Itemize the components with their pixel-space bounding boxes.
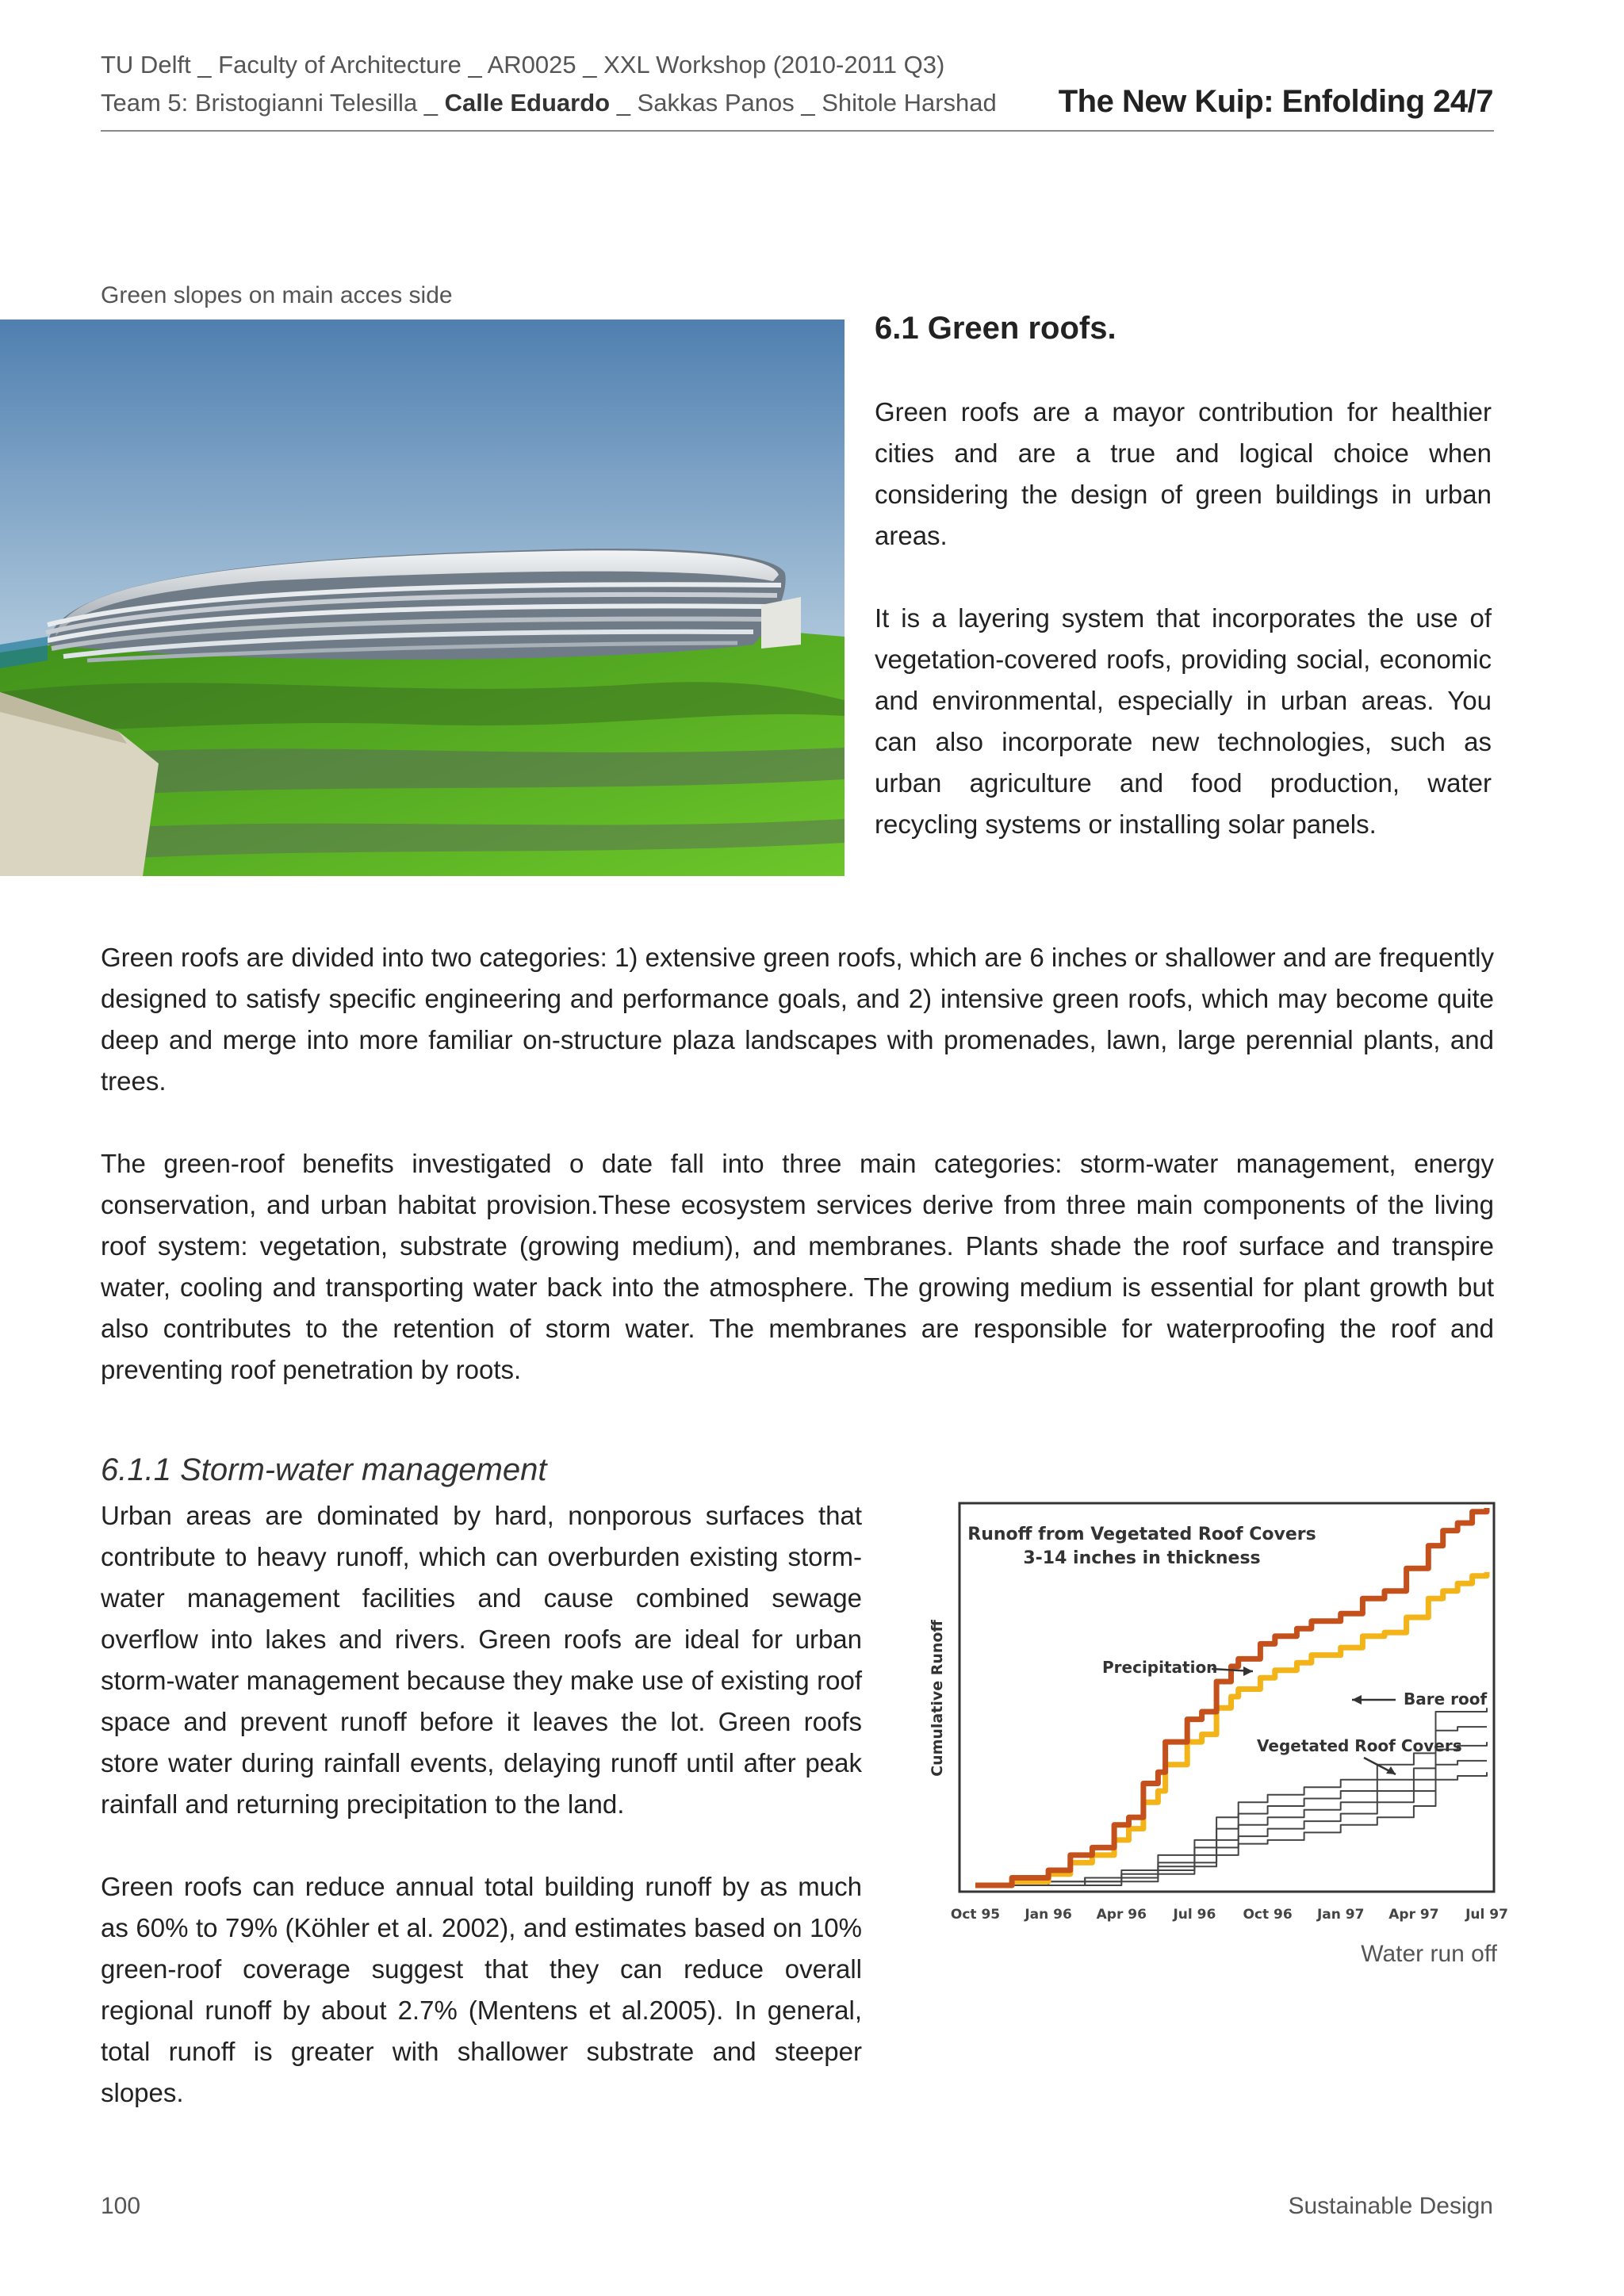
footer-section-name: Sustainable Design [1288, 2193, 1493, 2219]
benefits-paragraph: The green-roof benefits investigated o date fall into three main categories: storm-water management, energy conservation, and urban habitat provision.These ecosystem services derive from three main components of the living roof system: vegetation, substrate (growing medium), and membranes. Plants shade the roof surface and transpire water, cooling and transporting water back into the atmosphere. The growing medium is essential for plant growth but also contributes to the retention of storm water. The membranes are responsible for waterproofing the roof and preventing roof penetration by roots. [101, 1149, 1494, 1384]
team-label: Team 5: Bristogianni Telesilla _ [101, 89, 445, 117]
chart-title: Runoff from Vegetated Roof Covers [967, 1525, 1316, 1544]
x-tick-label: Apr 97 [1388, 1907, 1439, 1923]
storm-water-paragraph-1: Urban areas are dominated by hard, nonporous surfaces that contribute to heavy runoff, which can overburden existing storm-water management facilities and cause combined sewage overflow into lakes and rivers. Green roofs are ideal for urban storm-water management because they make use of existing roof space and prevent runoff before it leaves the lot. Green roofs store water during rainfall events, delaying runoff until after peak rainfall and returning precipitation to the land. [101, 1501, 862, 1819]
annotation-vegetated-roof-text: Vegetated Roof Covers [1257, 1736, 1462, 1755]
page-number: 100 [101, 2193, 141, 2219]
tick-layer [951, 1907, 1508, 1923]
x-tick-label: Oct 95 [950, 1907, 1001, 1923]
figure-caption: Green slopes on main acces side [101, 282, 453, 308]
document-title: The New Kuip: Enfolding 24/7 [1058, 84, 1493, 119]
subsection-heading: 6.1.1 Storm-water management [101, 1452, 547, 1487]
x-tick-label: Jan 97 [1316, 1907, 1365, 1923]
intro-paragraph-1: Green roofs are a mayor contribution for healthier cities and are a true and logical choice when considering the design of green buildings in urban areas. [875, 397, 1492, 550]
chart-caption: Water run off [1361, 1941, 1497, 1967]
stadium-rendering-image [0, 320, 845, 876]
chart-subtitle: 3-14 inches in thickness [1023, 1548, 1261, 1568]
runoff-chart [920, 1490, 1508, 1967]
y-axis-label: Cumulative Runoff [929, 1620, 946, 1777]
x-tick-label: Apr 96 [1096, 1907, 1147, 1923]
x-tick-label: Jan 96 [1025, 1907, 1072, 1923]
x-tick-label: Jul 96 [1173, 1907, 1216, 1923]
header-line-2 [101, 89, 997, 117]
section-heading: 6.1 Green roofs. [875, 311, 1116, 346]
x-tick-label: Oct 96 [1243, 1907, 1293, 1923]
annotation-bare-roof: Bare roof [1404, 1689, 1488, 1709]
header-rule [101, 130, 1494, 132]
storm-water-paragraph-2: Green roofs can reduce annual total building runoff by as much as 60% to 79% (Köhler et al. 2002), and estimates based on 10% green-roof coverage suggest that they can reduce overall regional runoff by about 2.7% (Mentens et al.2005). In general, total runoff is greater with shallower substrate and steeper slopes. [101, 1872, 862, 2107]
runoff-chart-svg [920, 1490, 1508, 1934]
annotation-vegetated-roof [1257, 1736, 1462, 1755]
storm-water-text [101, 1495, 862, 2114]
categories-paragraph: Green roofs are divided into two categories: 1) extensive green roofs, which are 6 inches or shallower and are frequently designed to satisfy specific engineering and performance goals, and 2) intensive green roofs, which may become quite deep and merge into more familiar on-structure plaza landscapes with promenades, lawn, large perennial plants, and trees. [101, 943, 1494, 1096]
header-line-1: TU Delft _ Faculty of Architecture _ AR0025 _ XXL Workshop (2010-2011 Q3) [101, 51, 945, 78]
body-text [101, 937, 1494, 1391]
team-member-highlight: Calle Eduardo [444, 89, 611, 117]
team-members: _ Sakkas Panos _ Shitole Harshad [610, 89, 997, 117]
intro-text [875, 392, 1492, 845]
x-tick-label: Jul 97 [1465, 1907, 1508, 1923]
stadium-rendering [0, 320, 845, 876]
annotation-precipitation: Precipitation [1102, 1658, 1218, 1677]
intro-paragraph-2: It is a layering system that incorporates the use of vegetation-covered roofs, providing social, economic and environmental, especially in urban areas. You can also incorporate new technologies, such as urban agriculture and food production, water recycling systems or installing solar panels. [875, 603, 1492, 839]
